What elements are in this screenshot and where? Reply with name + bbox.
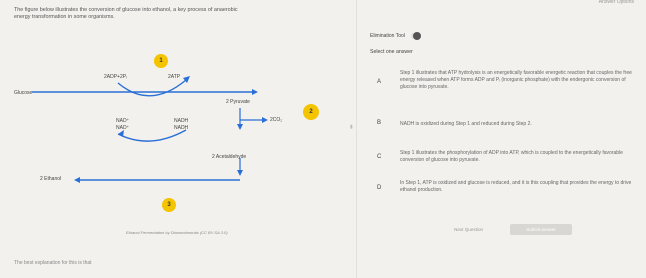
co2-arrowhead bbox=[262, 117, 268, 123]
acetaldehyde-label: 2 Acetaldehyde bbox=[212, 154, 247, 160]
atp-curve bbox=[118, 80, 186, 96]
option-c-letter: C bbox=[377, 154, 382, 160]
nad-label-top: NAD⁺ bbox=[116, 118, 130, 124]
bookmark-icon[interactable]: ▮ bbox=[350, 124, 353, 130]
option-b-letter: B bbox=[377, 120, 382, 126]
step-2-badge: 2 bbox=[303, 104, 319, 120]
option-d[interactable] bbox=[356, 180, 646, 204]
nad-curve bbox=[118, 130, 186, 141]
nad-label-bottom: NAD⁺ bbox=[116, 125, 130, 131]
atp-label: 2ATP bbox=[168, 74, 181, 80]
step-1-badge: 1 bbox=[154, 54, 168, 68]
glucose-label: Glucose bbox=[14, 90, 33, 96]
option-a-letter: A bbox=[377, 79, 382, 85]
elimination-tool-label: Elimination Tool bbox=[370, 33, 405, 39]
option-d-text: In Step 1, ATP is oxidized and glucose is reduced, and it is this coupling that provides the energy to drive ethanol production. bbox=[400, 180, 632, 193]
select-prompt: Select one answer bbox=[370, 49, 413, 55]
submit-answer-button[interactable]: Submit answer bbox=[510, 224, 572, 235]
pyruvate-label: 2 Pyruvate bbox=[226, 99, 250, 105]
elimination-toggle[interactable] bbox=[411, 33, 421, 39]
pyruvate-arrowhead bbox=[237, 124, 243, 130]
figure-credit: Ethanol Fermentation by Diamondmorals (CC BY-SA 3.0) bbox=[126, 230, 228, 235]
co2-label: 2CO₂ bbox=[270, 117, 283, 123]
answer-panel bbox=[356, 0, 646, 278]
option-b[interactable] bbox=[356, 120, 646, 134]
option-c-text: Step 1 illustrates the phosphorylation of ADP into ATP, which is coupled to the energetically favorable conversion of glucose into pyruvate. bbox=[400, 150, 623, 163]
fermentation-diagram bbox=[0, 40, 340, 240]
adp-label: 2ADP+2Pᵢ bbox=[104, 74, 127, 80]
nadh-label-top: NADH bbox=[174, 118, 189, 124]
next-question-link[interactable]: Next Question bbox=[454, 227, 484, 232]
acetaldehyde-arrowhead bbox=[237, 170, 243, 176]
nadh-label-bottom: NADH bbox=[174, 125, 189, 131]
step-3-badge: 3 bbox=[162, 198, 176, 212]
elimination-tool[interactable] bbox=[370, 33, 421, 39]
glucose-arrowhead bbox=[252, 89, 258, 95]
option-a[interactable] bbox=[356, 70, 646, 104]
panel-divider bbox=[356, 0, 357, 278]
option-d-letter: D bbox=[377, 185, 382, 191]
question-text: The figure below illustrates the conversion of glucose into ethanol, a key process of anaerobic energy transformation in some organisms. bbox=[14, 7, 238, 20]
option-a-text: Step 1 illustrates that ATP hydrolysis is an energetically favorable energetic reaction that couples the free energy released when ATP forms ADP and Pᵢ (inorganic phosphate) with the endergonic conversion of glucose into pyruvate. bbox=[400, 70, 632, 90]
option-b-text: NADH is oxidized during Step 1 and reduced during Step 2. bbox=[400, 121, 532, 127]
answer-options-link[interactable]: Answer Options bbox=[598, 0, 634, 5]
ethanol-label: 2 Ethanol bbox=[40, 176, 62, 182]
option-c[interactable] bbox=[356, 150, 646, 174]
ethanol-arrowhead bbox=[74, 177, 80, 183]
explanation-stem: The best explanation for this is that bbox=[14, 260, 92, 266]
